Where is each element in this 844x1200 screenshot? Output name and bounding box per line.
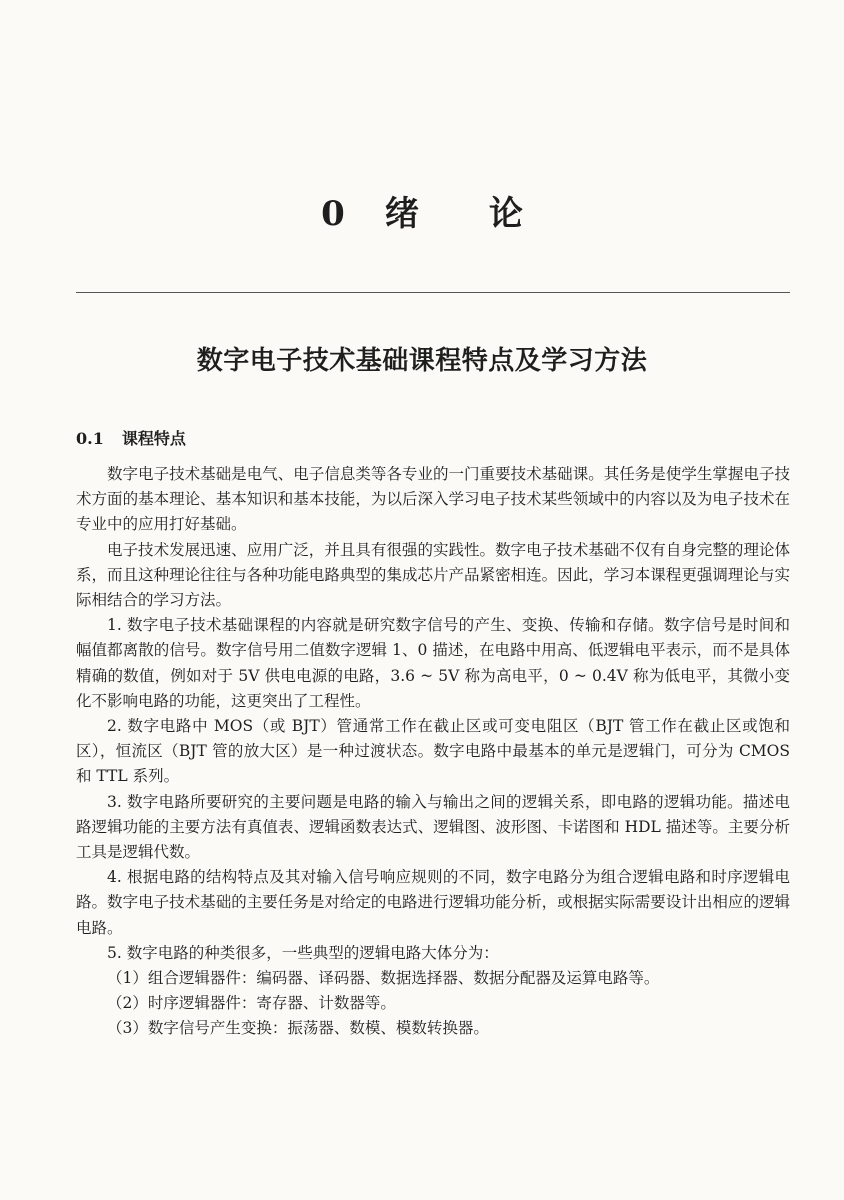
chapter-divider (76, 292, 790, 293)
body-text (76, 462, 790, 1042)
section-title: 数字电子技术基础课程特点及学习方法 (196, 346, 648, 376)
list-item: （1）组合逻辑器件：编码器、译码器、数据选择器、数据分配器及运算电路等。 (107, 969, 660, 988)
chapter-title (0, 186, 844, 235)
paragraph: 数字电子技术基础是电气、电子信息类等各专业的一门重要技术基础课。其任务是使学生掌握电子技术方面的基本理论、基本知识和基本技能，为以后深入学习电子技术某些领域中的内容以及为电子技术在专业中的应用打好基础。 (76, 465, 790, 534)
paragraph: 4. 根据电路的结构特点及其对输入信号响应规则的不同，数字电路分为组合逻辑电路和时序逻辑电路。数字电子技术基础的主要任务是对给定的电路进行逻辑功能分析，或根据实际需要设计出相应的逻辑电路。 (76, 868, 791, 937)
chapter-title-char-1: 绪 (384, 194, 419, 234)
subsection-title: 课程特点 (121, 429, 186, 448)
chapter-number: 0 (321, 194, 345, 234)
subsection-heading (76, 426, 186, 449)
paragraph: 1. 数字电子技术基础课程的内容就是研究数字信号的产生、变换、传输和存储。数字信号是时间和幅值都离散的信号。数字信号用二值数字逻辑 1、0 描述，在电路中用高、低逻辑电平表示，而不是具体精确的数值，例如对于 5V 供电电源的电路，3.6 ~ 5V 称为高电平，0 ~ 0.4V 称为低电平，其微小变化不影响电路的功能，这更突出了工程性。 (76, 616, 791, 710)
paragraph: 5. 数字电路的种类很多，一些典型的逻辑电路大体分为： (107, 943, 499, 962)
paragraph: 电子技术发展迅速、应用广泛，并且具有很强的实践性。数字电子技术基础不仅有自身完整的理论体系，而且这种理论往往与各种功能电路典型的集成芯片产品紧密相连。因此，学习本课程更强调理论与实际相结合的学习方法。 (76, 540, 790, 610)
paragraph: 2. 数字电路中 MOS（或 BJT）管通常工作在截止区或可变电阻区（BJT 管工作在截止区或饱和区），恒流区（BJT 管的放大区）是一种过渡状态。数字电路中最基本的单元是逻辑门，可分为 CMOS 和 TTL 系列。 (76, 717, 790, 786)
paragraph: 3. 数字电路所要研究的主要问题是电路的输入与输出之间的逻辑关系，即电路的逻辑功能。描述电路逻辑功能的主要方法有真值表、逻辑函数表达式、逻辑图、波形图、卡诺图和 HDL 描述等。主要分析工具是逻辑代数。 (76, 792, 791, 862)
chapter-title-char-2: 论 (488, 194, 523, 234)
subsection-number: 0.1 (76, 429, 104, 448)
list-item: （3）数字信号产生变换：振荡器、数模、模数转换器。 (107, 1019, 489, 1038)
list-item: （2）时序逻辑器件：寄存器、计数器等。 (107, 994, 396, 1013)
